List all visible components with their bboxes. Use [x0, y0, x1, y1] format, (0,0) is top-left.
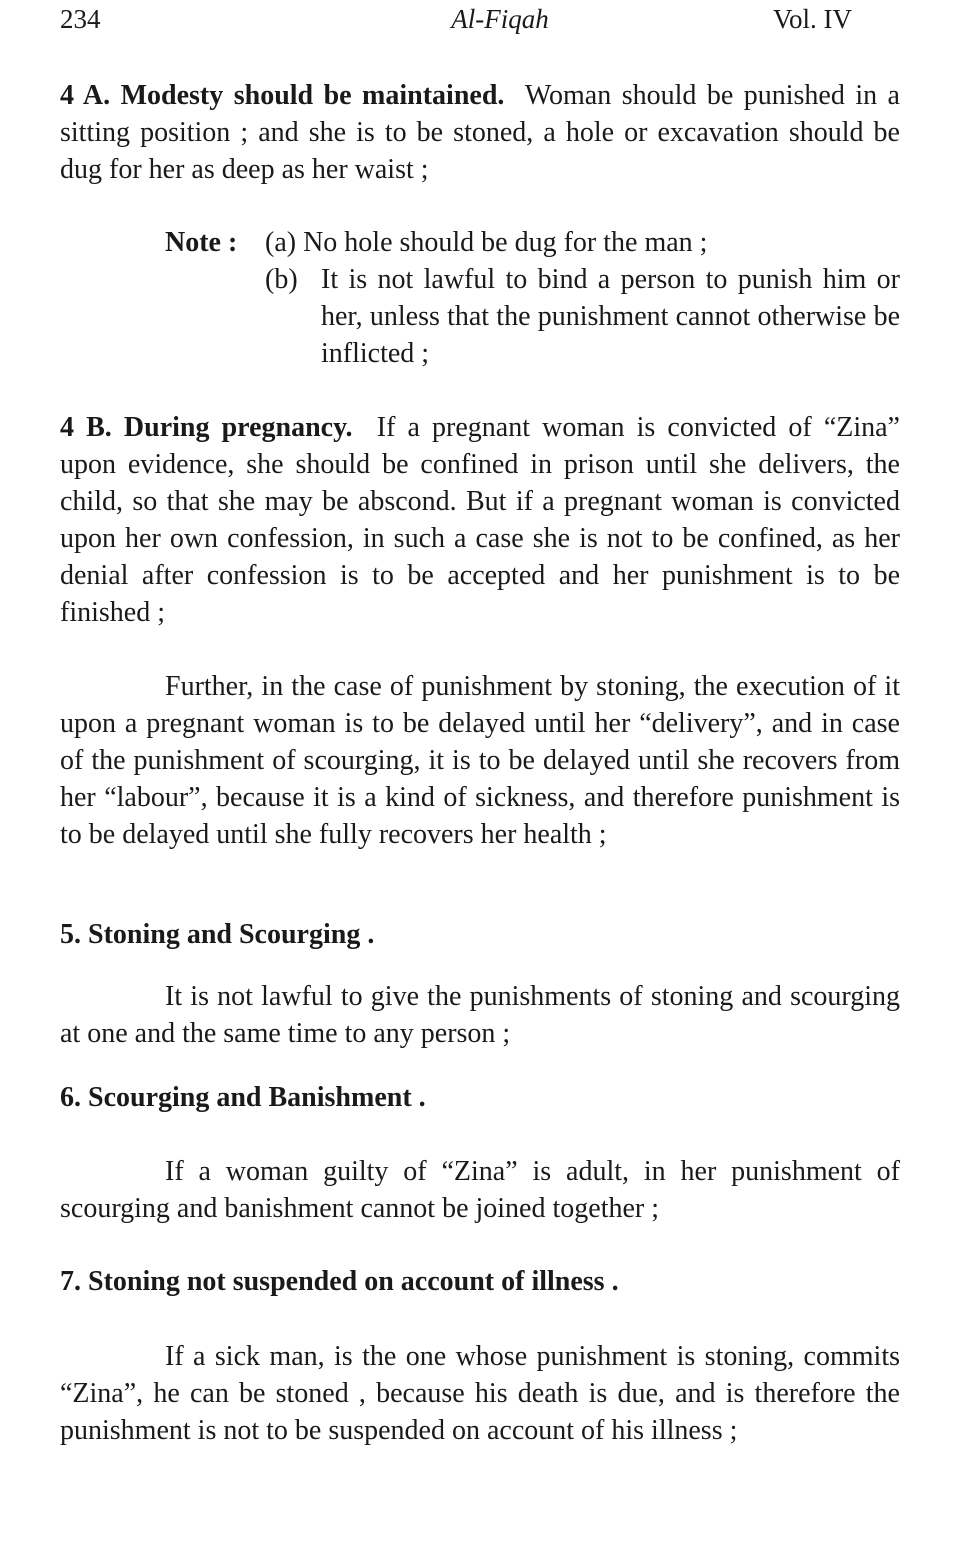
- book-page: [60, 0, 900, 1446]
- section-4a-paragraph: [60, 77, 900, 188]
- section-4b-heading: 4 B. During pregnancy.: [60, 412, 353, 443]
- section-5-heading: 5. Stoning and Scourging .: [60, 919, 375, 950]
- section-4a-heading: 4 A. Modesty should be maintained.: [60, 80, 505, 111]
- section-4b-further-paragraph: Further, in the case of punishment by stoning, the execution of it upon a pregnant woman is to be delayed until her “delivery”, and in case of the punishment of scourging, it is to be delayed until she recovers from her “labour”, because it is a kind of sickness, and therefore punishment is to be delayed until she fully recovers her health ;: [60, 671, 900, 850]
- book-title: Al-Fiqah: [451, 4, 549, 34]
- section-5-paragraph: It is not lawful to give the punishments of stoning and scourging at one and the same time to any person ;: [60, 981, 900, 1049]
- note-item-b-letter: (b): [265, 264, 298, 295]
- note-item-b: It is not lawful to bind a person to punish him or her, unless that the punishment cannot otherwise be inflicted ;: [321, 264, 900, 369]
- volume-label: Vol. IV: [772, 4, 852, 34]
- note-block: [165, 224, 900, 372]
- section-7-heading: 7. Stoning not suspended on account of illness .: [60, 1266, 619, 1297]
- section-4a-text: Woman should be punished in a sitting position ; and she is to be stoned, a hole or excavation should be dug for her as deep as her waist ;: [60, 80, 900, 185]
- section-4b-text: If a pregnant woman is convicted of “Zina” upon evidence, she should be confined in prison until she delivers, the child, so that she may be abscond. But if a pregnant woman is convicted upon her own confession, in such a case she is not to be confined, as her denial after confession is to be accepted and her punishment is to be finished ;: [60, 412, 900, 628]
- section-6-heading: 6. Scourging and Banishment .: [60, 1082, 426, 1113]
- section-7-paragraph: If a sick man, is the one whose punishment is stoning, commits “Zina”, he can be stoned , because his death is due, and is therefore the punishment is not to be suspended on account of his illness ;: [60, 1341, 900, 1446]
- section-6-paragraph: If a woman guilty of “Zina” is adult, in her punishment of scourging and banishment cannot be joined together ;: [60, 1156, 900, 1224]
- note-label: Note :: [165, 227, 238, 258]
- page-number: 234: [60, 4, 101, 34]
- section-4b-paragraph: [60, 409, 900, 631]
- note-item-a: (a) No hole should be dug for the man ;: [265, 227, 708, 258]
- running-header: [60, 4, 900, 44]
